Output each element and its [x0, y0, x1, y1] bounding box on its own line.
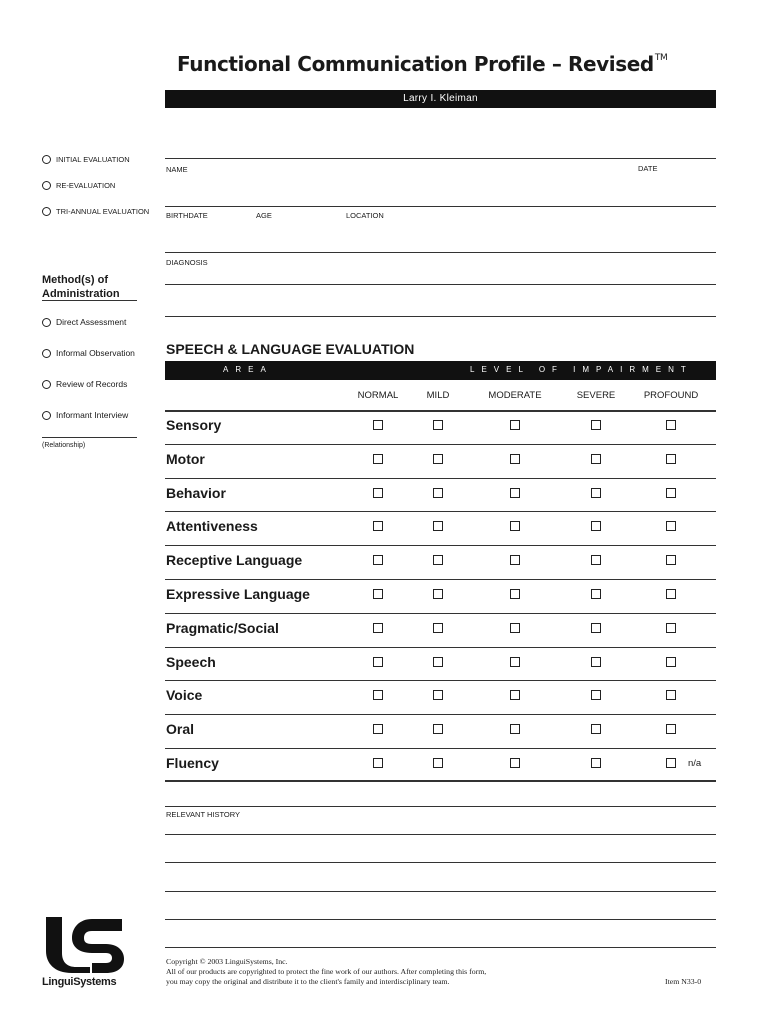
checkbox-moderate[interactable]: [510, 454, 520, 464]
row-divider: [165, 579, 716, 580]
checkbox-normal[interactable]: [373, 555, 383, 565]
area-label: Behavior: [166, 484, 226, 501]
checkbox-mild[interactable]: [433, 521, 443, 531]
column-header: NORMAL: [357, 390, 399, 401]
checkbox-mild[interactable]: [433, 657, 443, 667]
methods-title-rule: [42, 300, 137, 301]
checkbox-severe[interactable]: [591, 521, 601, 531]
area-label: Pragmatic/Social: [166, 619, 279, 636]
copyright-notice: Copyright © 2003 LinguiSystems, Inc. All of our products are copyrighted to protect the fine work of our authors. After completing this form, you may copy the original and distribute it to the client's family and interdisciplinary team.: [166, 957, 487, 986]
diagnosis-line-2[interactable]: [165, 284, 716, 285]
checkbox-mild[interactable]: [433, 623, 443, 633]
row-divider: [165, 680, 716, 681]
relationship-line[interactable]: [42, 437, 137, 438]
checkbox-normal[interactable]: [373, 758, 383, 768]
checkbox-profound[interactable]: [666, 454, 676, 464]
age-label: AGE: [256, 211, 272, 220]
checkbox-mild[interactable]: [433, 589, 443, 599]
checkbox-profound[interactable]: [666, 420, 676, 430]
row-divider: [165, 478, 716, 479]
checkbox-moderate[interactable]: [510, 758, 520, 768]
radio-tri-annual-evaluation[interactable]: TRI-ANNUAL EVALUATION: [42, 207, 149, 216]
checkbox-normal[interactable]: [373, 724, 383, 734]
relationship-label: (Relationship): [42, 442, 86, 449]
checkbox-normal[interactable]: [373, 454, 383, 464]
radio-circle-icon[interactable]: [42, 349, 51, 358]
radio-circle-icon[interactable]: [42, 155, 51, 164]
checkbox-mild[interactable]: [433, 420, 443, 430]
area-label: Sensory: [166, 417, 222, 433]
level-header: LEVEL OF IMPAIRMENT: [470, 365, 693, 374]
area-header: AREA: [223, 365, 273, 374]
checkbox-severe[interactable]: [591, 690, 601, 700]
checkbox-moderate[interactable]: [510, 657, 520, 667]
logo-text: LinguiSystems: [42, 976, 117, 988]
trademark-mark: TM: [654, 53, 668, 63]
checkbox-normal[interactable]: [373, 589, 383, 599]
checkbox-profound[interactable]: [666, 589, 676, 599]
checkbox-normal[interactable]: [373, 690, 383, 700]
column-header: MILD: [426, 390, 450, 401]
checkbox-profound[interactable]: [666, 690, 676, 700]
diagnosis-line-3[interactable]: [165, 316, 716, 317]
name-line[interactable]: [165, 158, 716, 159]
radio-circle-icon[interactable]: [42, 380, 51, 389]
column-header: SEVERE: [576, 390, 616, 401]
name-label: NAME: [166, 165, 188, 174]
checkbox-normal[interactable]: [373, 521, 383, 531]
row-divider: [165, 444, 716, 445]
form-title: Functional Communication Profile – Revised™: [177, 52, 668, 76]
methods-title: Method(s) of Administration: [42, 274, 120, 300]
radio-circle-icon[interactable]: [42, 318, 51, 327]
row-divider: [165, 545, 716, 546]
fluency-na-label: n/a: [688, 758, 702, 769]
checkbox-profound[interactable]: [666, 623, 676, 633]
checkbox-moderate[interactable]: [510, 589, 520, 599]
date-label: DATE: [638, 164, 658, 173]
checkbox-severe[interactable]: [591, 657, 601, 667]
checkbox-normal[interactable]: [373, 420, 383, 430]
radio-review-of-records[interactable]: Review of Records: [42, 379, 127, 389]
history-line[interactable]: [165, 891, 716, 892]
radio-re-evaluation[interactable]: RE-EVALUATION: [42, 181, 115, 190]
checkbox-profound[interactable]: [666, 758, 676, 768]
area-label: Attentiveness: [166, 518, 258, 535]
column-header: PROFOUND: [643, 390, 699, 401]
checkbox-mild[interactable]: [433, 690, 443, 700]
linguisystems-logo-icon: [42, 913, 126, 975]
area-label: Expressive Language: [166, 586, 310, 602]
row-divider: [165, 410, 716, 412]
row-divider: [165, 714, 716, 715]
area-label: Voice: [166, 687, 203, 704]
checkbox-severe[interactable]: [591, 758, 601, 768]
checkbox-mild[interactable]: [433, 454, 443, 464]
checkbox-severe[interactable]: [591, 589, 601, 599]
checkbox-severe[interactable]: [591, 623, 601, 633]
column-header: MODERATE: [488, 390, 542, 401]
row-divider: [165, 748, 716, 749]
row-divider: [165, 511, 716, 512]
diagnosis-line[interactable]: [165, 252, 716, 253]
area-label: Receptive Language: [166, 552, 303, 569]
row-divider: [165, 613, 716, 614]
diagnosis-label: DIAGNOSIS: [166, 258, 208, 267]
radio-direct-assessment[interactable]: Direct Assessment: [42, 317, 126, 327]
relevant-history-label: RELEVANT HISTORY: [166, 810, 241, 819]
history-top-line: [165, 806, 716, 807]
radio-initial-evaluation[interactable]: INITIAL EVALUATION: [42, 155, 130, 164]
table-header-bar: [165, 361, 716, 380]
location-label: LOCATION: [346, 211, 384, 220]
radio-circle-icon[interactable]: [42, 207, 51, 216]
radio-informant-interview[interactable]: Informant Interview: [42, 410, 128, 420]
checkbox-moderate[interactable]: [510, 488, 520, 498]
checkbox-moderate[interactable]: [510, 420, 520, 430]
history-line[interactable]: [165, 919, 716, 920]
item-code: Item N33-0: [665, 977, 702, 986]
radio-circle-icon[interactable]: [42, 411, 51, 420]
birthdate-label: BIRTHDATE: [166, 211, 208, 220]
checkbox-profound[interactable]: [666, 521, 676, 531]
history-line[interactable]: [165, 834, 716, 835]
radio-circle-icon[interactable]: [42, 181, 51, 190]
checkbox-mild[interactable]: [433, 724, 443, 734]
area-label: Speech: [166, 653, 216, 670]
checkbox-profound[interactable]: [666, 657, 676, 667]
area-label: Motor: [166, 450, 205, 467]
history-line[interactable]: [165, 947, 716, 948]
checkbox-moderate[interactable]: [510, 690, 520, 700]
checkbox-severe[interactable]: [591, 454, 601, 464]
history-line[interactable]: [165, 862, 716, 863]
checkbox-mild[interactable]: [433, 555, 443, 565]
checkbox-profound[interactable]: [666, 555, 676, 565]
checkbox-normal[interactable]: [373, 488, 383, 498]
area-label: Oral: [166, 721, 195, 738]
checkbox-moderate[interactable]: [510, 724, 520, 734]
checkbox-mild[interactable]: [433, 758, 443, 768]
birthdate-line[interactable]: [165, 206, 716, 207]
author-name: Larry I. Kleiman: [403, 93, 478, 104]
checkbox-normal[interactable]: [373, 657, 383, 667]
checkbox-severe[interactable]: [591, 488, 601, 498]
section-title: SPEECH & LANGUAGE EVALUATION: [166, 341, 415, 357]
table-bottom-rule: [165, 780, 716, 782]
checkbox-moderate[interactable]: [510, 555, 520, 565]
checkbox-severe[interactable]: [591, 555, 601, 565]
checkbox-profound[interactable]: [666, 488, 676, 498]
checkbox-profound[interactable]: [666, 724, 676, 734]
checkbox-severe[interactable]: [591, 724, 601, 734]
checkbox-moderate[interactable]: [510, 623, 520, 633]
author-bar: [165, 90, 716, 108]
row-divider: [165, 647, 716, 648]
checkbox-normal[interactable]: [373, 623, 383, 633]
checkbox-severe[interactable]: [591, 420, 601, 430]
radio-informal-observation[interactable]: Informal Observation: [42, 348, 135, 358]
area-label: Fluency: [166, 755, 219, 771]
checkbox-mild[interactable]: [433, 488, 443, 498]
checkbox-moderate[interactable]: [510, 521, 520, 531]
